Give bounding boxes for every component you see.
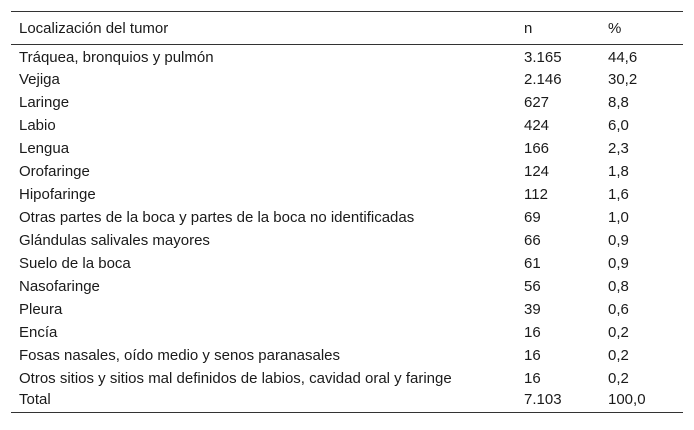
header-location: Localización del tumor: [19, 19, 169, 37]
table-body: [11, 45, 683, 413]
cell-n: 627: [524, 93, 550, 111]
table-row: [11, 91, 683, 114]
cell-percent: 0,8: [608, 277, 629, 295]
cell-n: 424: [524, 116, 550, 134]
cell-location: Otras partes de la boca y partes de la boca no identificadas: [19, 208, 415, 226]
header-n: n: [524, 19, 533, 37]
table-row: [11, 367, 683, 390]
cell-n: 66: [524, 231, 541, 249]
cell-percent: 30,2: [608, 70, 638, 88]
table-row: [11, 344, 683, 367]
cell-n: 69: [524, 208, 541, 226]
cell-percent: 0,9: [608, 254, 629, 272]
cell-percent: 1,8: [608, 162, 629, 180]
cell-n: 16: [524, 323, 541, 341]
tumor-location-table-container: [11, 11, 683, 413]
cell-n: 16: [524, 346, 541, 364]
cell-percent: 1,6: [608, 185, 629, 203]
cell-n: 3.165: [524, 49, 562, 67]
cell-location: Vejiga: [19, 70, 60, 88]
cell-location: Total: [19, 390, 51, 408]
table-row: [11, 114, 683, 137]
header-row: [11, 12, 683, 45]
cell-n: 124: [524, 162, 550, 180]
tumor-location-table: [11, 11, 683, 413]
cell-location: Laringe: [19, 93, 70, 111]
cell-location: Nasofaringe: [19, 277, 100, 295]
table-row: [11, 298, 683, 321]
cell-n: 2.146: [524, 70, 562, 88]
cell-n: 39: [524, 300, 541, 318]
cell-location: Fosas nasales, oído medio y senos paranasales: [19, 346, 341, 364]
cell-percent: 1,0: [608, 208, 629, 226]
table-row: [11, 160, 683, 183]
cell-n: 61: [524, 254, 541, 272]
cell-location: Suelo de la boca: [19, 254, 131, 272]
cell-percent: 0,2: [608, 346, 629, 364]
cell-percent: 44,6: [608, 49, 638, 67]
cell-location: Hipofaringe: [19, 185, 96, 203]
table-row: [11, 252, 683, 275]
cell-percent: 0,2: [608, 369, 629, 387]
table-row-total: [11, 390, 683, 413]
cell-percent: 100,0: [608, 390, 646, 408]
table-row: [11, 183, 683, 206]
cell-n: 56: [524, 277, 541, 295]
cell-n: 166: [524, 139, 550, 157]
cell-percent: 6,0: [608, 116, 629, 134]
cell-n: 7.103: [524, 390, 562, 408]
table-row: [11, 321, 683, 344]
table-row: [11, 45, 683, 68]
cell-n: 16: [524, 369, 541, 387]
table-row: [11, 206, 683, 229]
header-percent: %: [608, 19, 622, 37]
cell-location: Pleura: [19, 300, 63, 318]
table-row: [11, 137, 683, 160]
cell-percent: 0,9: [608, 231, 629, 249]
cell-location: Encía: [19, 323, 58, 341]
cell-percent: 8,8: [608, 93, 629, 111]
cell-n: 112: [524, 185, 548, 203]
table-row: [11, 275, 683, 298]
cell-location: Tráquea, bronquios y pulmón: [19, 49, 214, 67]
table-row: [11, 68, 683, 91]
cell-percent: 0,6: [608, 300, 629, 318]
cell-location: Otros sitios y sitios mal definidos de labios, cavidad oral y faringe: [19, 369, 452, 387]
table-header: [11, 12, 683, 45]
cell-percent: 2,3: [608, 139, 629, 157]
cell-location: Labio: [19, 116, 56, 134]
table-row: [11, 229, 683, 252]
cell-location: Glándulas salivales mayores: [19, 231, 210, 249]
cell-location: Lengua: [19, 139, 70, 157]
cell-percent: 0,2: [608, 323, 629, 341]
cell-location: Orofaringe: [19, 162, 90, 180]
